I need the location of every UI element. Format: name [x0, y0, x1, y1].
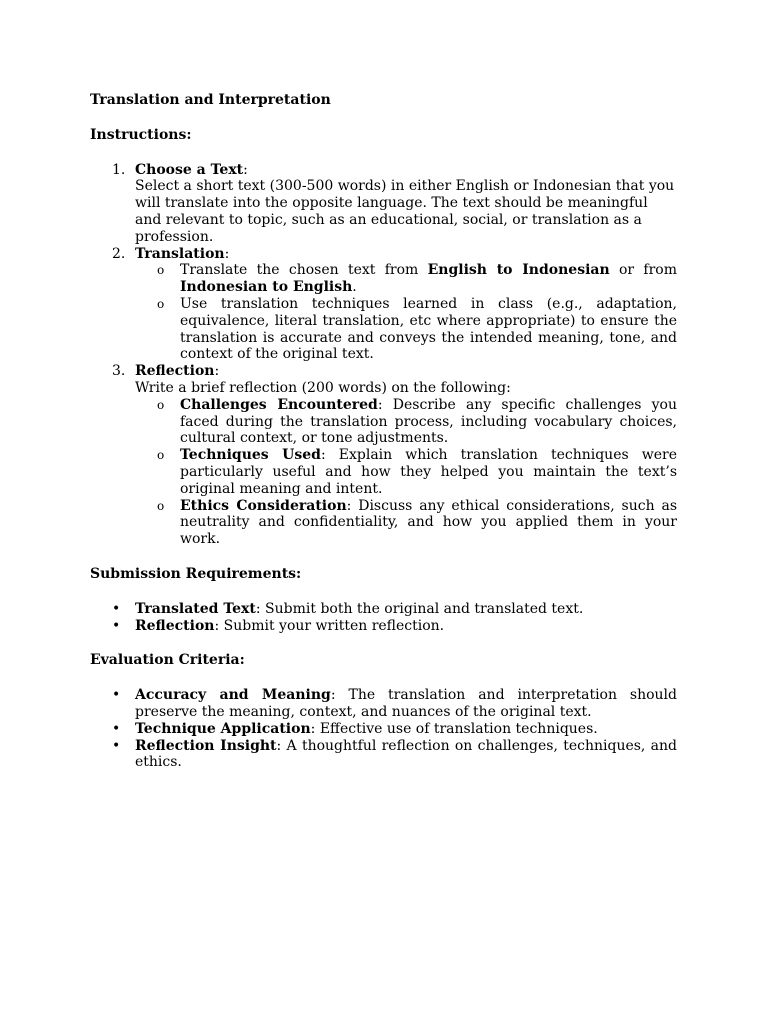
list-item: • Reflection: Submit your written reflection.: [112, 617, 445, 634]
list-number: 1.: [112, 161, 126, 178]
bullet-icon: •: [112, 720, 121, 737]
bullet-icon: •: [112, 737, 121, 754]
circle-bullet-icon: o: [157, 448, 165, 463]
list-item: • Accuracy and Meaning: The translation and interpretation should preserve the meaning, context, and nuances of the original text.: [112, 687, 677, 720]
instruction-item-translation: 2. Translation: o Translate the chosen text from English to Indonesian or from Indonesian to English. o Use translation techniques learned in class (e.g., adaptation, equivalence, literal translation, etc where appropriate) to ensure the translation is accurate and conveys the intended meaning, tone, and context of the original text.: [112, 245, 677, 363]
list-number: 2.: [112, 245, 126, 262]
submission-list: [90, 601, 677, 635]
list-item: • Translated Text: Submit both the original and translated text.: [112, 600, 584, 617]
circle-bullet-icon: o: [157, 263, 165, 278]
list-item: • Technique Application: Effective use of translation techniques.: [112, 720, 598, 737]
item-label: Choose a Text: [135, 161, 244, 178]
sub-item: o Translate the chosen text from English to Indonesian or from Indonesian to English.: [157, 262, 677, 296]
item-label: Reflection: [135, 363, 215, 380]
circle-bullet-icon: o: [157, 397, 165, 412]
sub-item: o Ethics Consideration: Discuss any ethical considerations, such as neutrality and confidentiality, and how you applied them in your work.: [157, 497, 678, 548]
submission-heading: Submission Requirements:: [90, 565, 302, 582]
reflection-sublist: [135, 397, 677, 548]
list-number: 3.: [112, 363, 126, 380]
instruction-item-choose-text: 1. Choose a Text: Select a short text (300-500 words) in either English or Indonesian that you will translate into the opposite language. The text should be meaningful and relevant to topic, such as an educational, social, or translation as a profession.: [90, 162, 677, 246]
bullet-icon: •: [112, 687, 121, 704]
document-title: Translation and Interpretation: [90, 92, 331, 108]
bullet-icon: •: [112, 617, 121, 634]
item-body: Write a brief reflection (200 words) on the following:: [135, 379, 511, 396]
sub-item: o Challenges Encountered: Describe any specific challenges you faced during the translation process, including vocabulary choices, cultural context, or tone adjustments.: [157, 396, 678, 447]
document-page: [90, 92, 677, 771]
item-label: Translation: [135, 245, 225, 262]
sub-item: o Techniques Used: Explain which translation techniques were particularly useful and how they helped you maintain the text’s original meaning and intent.: [157, 447, 677, 497]
list-item: • Reflection Insight: A thoughtful reflection on challenges, techniques, and ethics.: [112, 737, 677, 771]
instruction-item-reflection: 3. Reflection: Write a brief reflection (200 words) on the following: o Challenges Encountered: Describe any specific challenges you faced during the translation process, including vocabulary choices, cultural context, or tone adjustments. o Techniques Used: Explain which translation techniques were particularly useful and how they helped you maintain the text’s original meaning and intent. o Ethics Consideration: Discuss any ethical considerations, such as neutrality and confidentiality, and how you applied them in your work.: [112, 363, 678, 548]
circle-bullet-icon: o: [157, 498, 165, 513]
sub-item: o Use translation techniques learned in class (e.g., adaptation, equivalence, literal translation, etc where appropriate) to ensure the translation is accurate and conveys the intended meaning, tone, and context of the original text.: [157, 295, 677, 363]
instructions-heading: Instructions:: [90, 126, 192, 143]
evaluation-list: [90, 687, 677, 771]
item-body: Select a short text (300-500 words) in either English or Indonesian that you will translate into the opposite language. The text should be meaningful and relevant to topic, such as an educational, social, or translation as a profession.: [135, 178, 675, 245]
instructions-list: [90, 162, 677, 548]
translation-sublist: [135, 262, 677, 363]
circle-bullet-icon: o: [157, 296, 165, 311]
evaluation-heading: Evaluation Criteria:: [90, 652, 245, 669]
bullet-icon: •: [112, 600, 121, 617]
